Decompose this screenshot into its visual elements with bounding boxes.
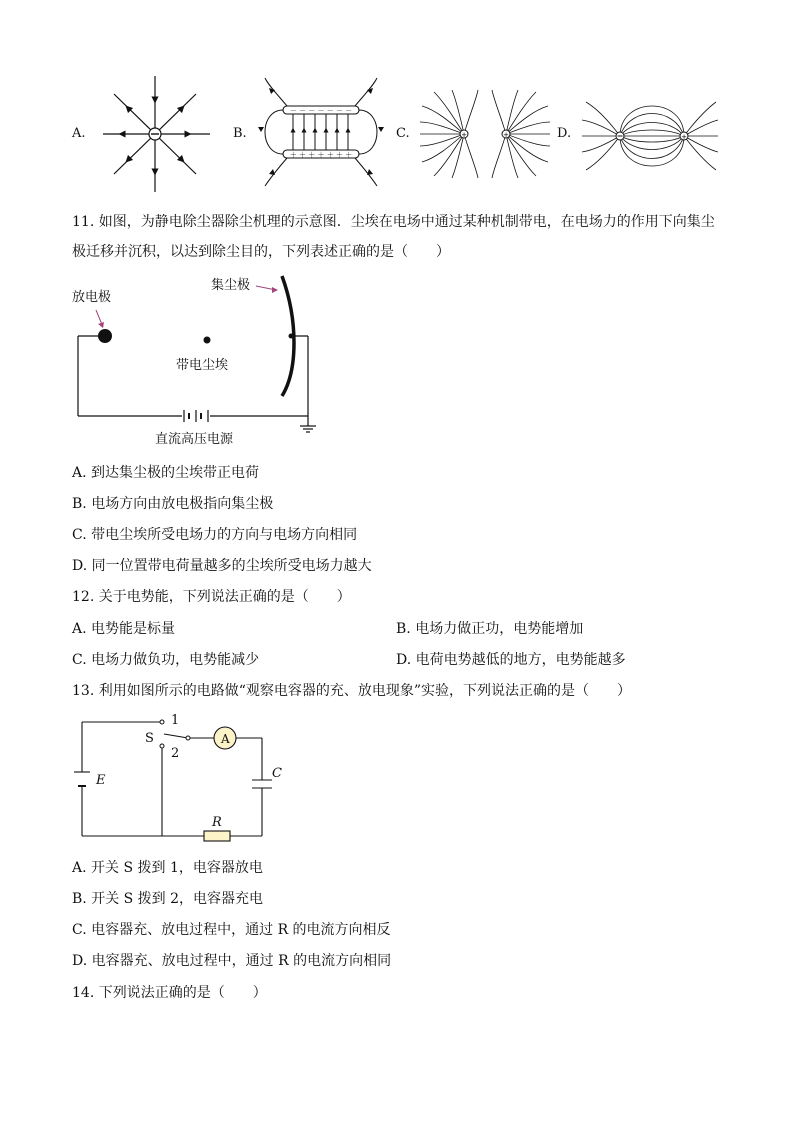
svg-text:+: + xyxy=(461,131,467,139)
dust-label: 带电尘埃 xyxy=(176,358,229,373)
capacitor-circuit-diagram xyxy=(72,712,302,842)
q11-option-a[interactable]: A. 到达集尘极的尘埃带正电荷 xyxy=(72,465,260,481)
ammeter-label: A xyxy=(221,732,230,746)
q13-option-a[interactable]: A. 开关 S 拨到 1，电容器放电 xyxy=(72,860,263,876)
q14-stem: 14. 下列说法正确的是（ ） xyxy=(72,985,267,1001)
power-source-label: 直流高压电源 xyxy=(155,432,234,447)
q13-stem: 13. 利用如图所示的电路做“观察电容器的充、放电现象”实验，下列说法正确的是（ ） xyxy=(72,683,632,699)
fig-label-a: A. xyxy=(72,126,86,141)
fig-label-b: B. xyxy=(233,126,247,141)
plate-top-signs: － － － － － － － xyxy=(289,107,353,115)
fig-c-two-like-charges-field xyxy=(418,88,552,180)
svg-text:+: + xyxy=(503,131,509,139)
q11-option-c[interactable]: C. 带电尘埃所受电场力的方向与电场方向相同 xyxy=(72,527,358,543)
q12-stem: 12. 关于电势能，下列说法正确的是（ ） xyxy=(72,589,351,605)
fig-d-dipole-field xyxy=(580,92,720,180)
q12-option-b[interactable]: B. 电场力做正功，电势能增加 xyxy=(396,621,584,637)
collector-label: 集尘极 xyxy=(211,278,251,293)
switch-label: S xyxy=(145,731,154,746)
q12-option-c[interactable]: C. 电场力做负功，电势能减少 xyxy=(72,652,260,668)
q13-option-d[interactable]: D. 电容器充、放电过程中，通过 R 的电流方向相同 xyxy=(72,953,392,969)
q13-option-c[interactable]: C. 电容器充、放电过程中，通过 R 的电流方向相反 xyxy=(72,922,391,938)
switch-pos1-label: 1 xyxy=(171,713,180,728)
discharge-electrode-label: 放电极 xyxy=(72,290,112,305)
fig-label-c: C. xyxy=(396,126,410,141)
q12-option-a[interactable]: A. 电势能是标量 xyxy=(72,621,176,637)
plate-bottom-signs: ＋ ＋ ＋ ＋ ＋ ＋ ＋ xyxy=(289,151,353,159)
q13-option-b[interactable]: B. 开关 S 拨到 2，电容器充电 xyxy=(72,891,264,907)
switch-pos2-label: 2 xyxy=(171,746,180,761)
q11-option-b[interactable]: B. 电场方向由放电极指向集尘极 xyxy=(72,496,274,512)
q12-option-d[interactable]: D. 电荷电势越低的地方，电势能越多 xyxy=(396,652,626,668)
fig-a-negative-charge-field xyxy=(100,70,220,196)
fig-label-d: D. xyxy=(557,126,572,141)
q11-option-d[interactable]: D. 同一位置带电荷量越多的尘埃所受电场力越大 xyxy=(72,558,372,574)
capacitor-label: C xyxy=(272,766,282,781)
resistor-label: R xyxy=(212,815,222,830)
svg-text:+: + xyxy=(681,133,687,141)
q11-stem-line2: 极迁移并沉积，以达到除尘目的，下列表述正确的是（ ） xyxy=(72,244,450,260)
q11-stem-line1: 11. 如图，为静电除尘器除尘机理的示意图．尘埃在电场中通过某种机制带电，在电场力的作用下向集尘 xyxy=(72,214,715,230)
battery-label: E xyxy=(96,773,106,788)
fig-b-parallel-plates-field xyxy=(255,76,387,188)
